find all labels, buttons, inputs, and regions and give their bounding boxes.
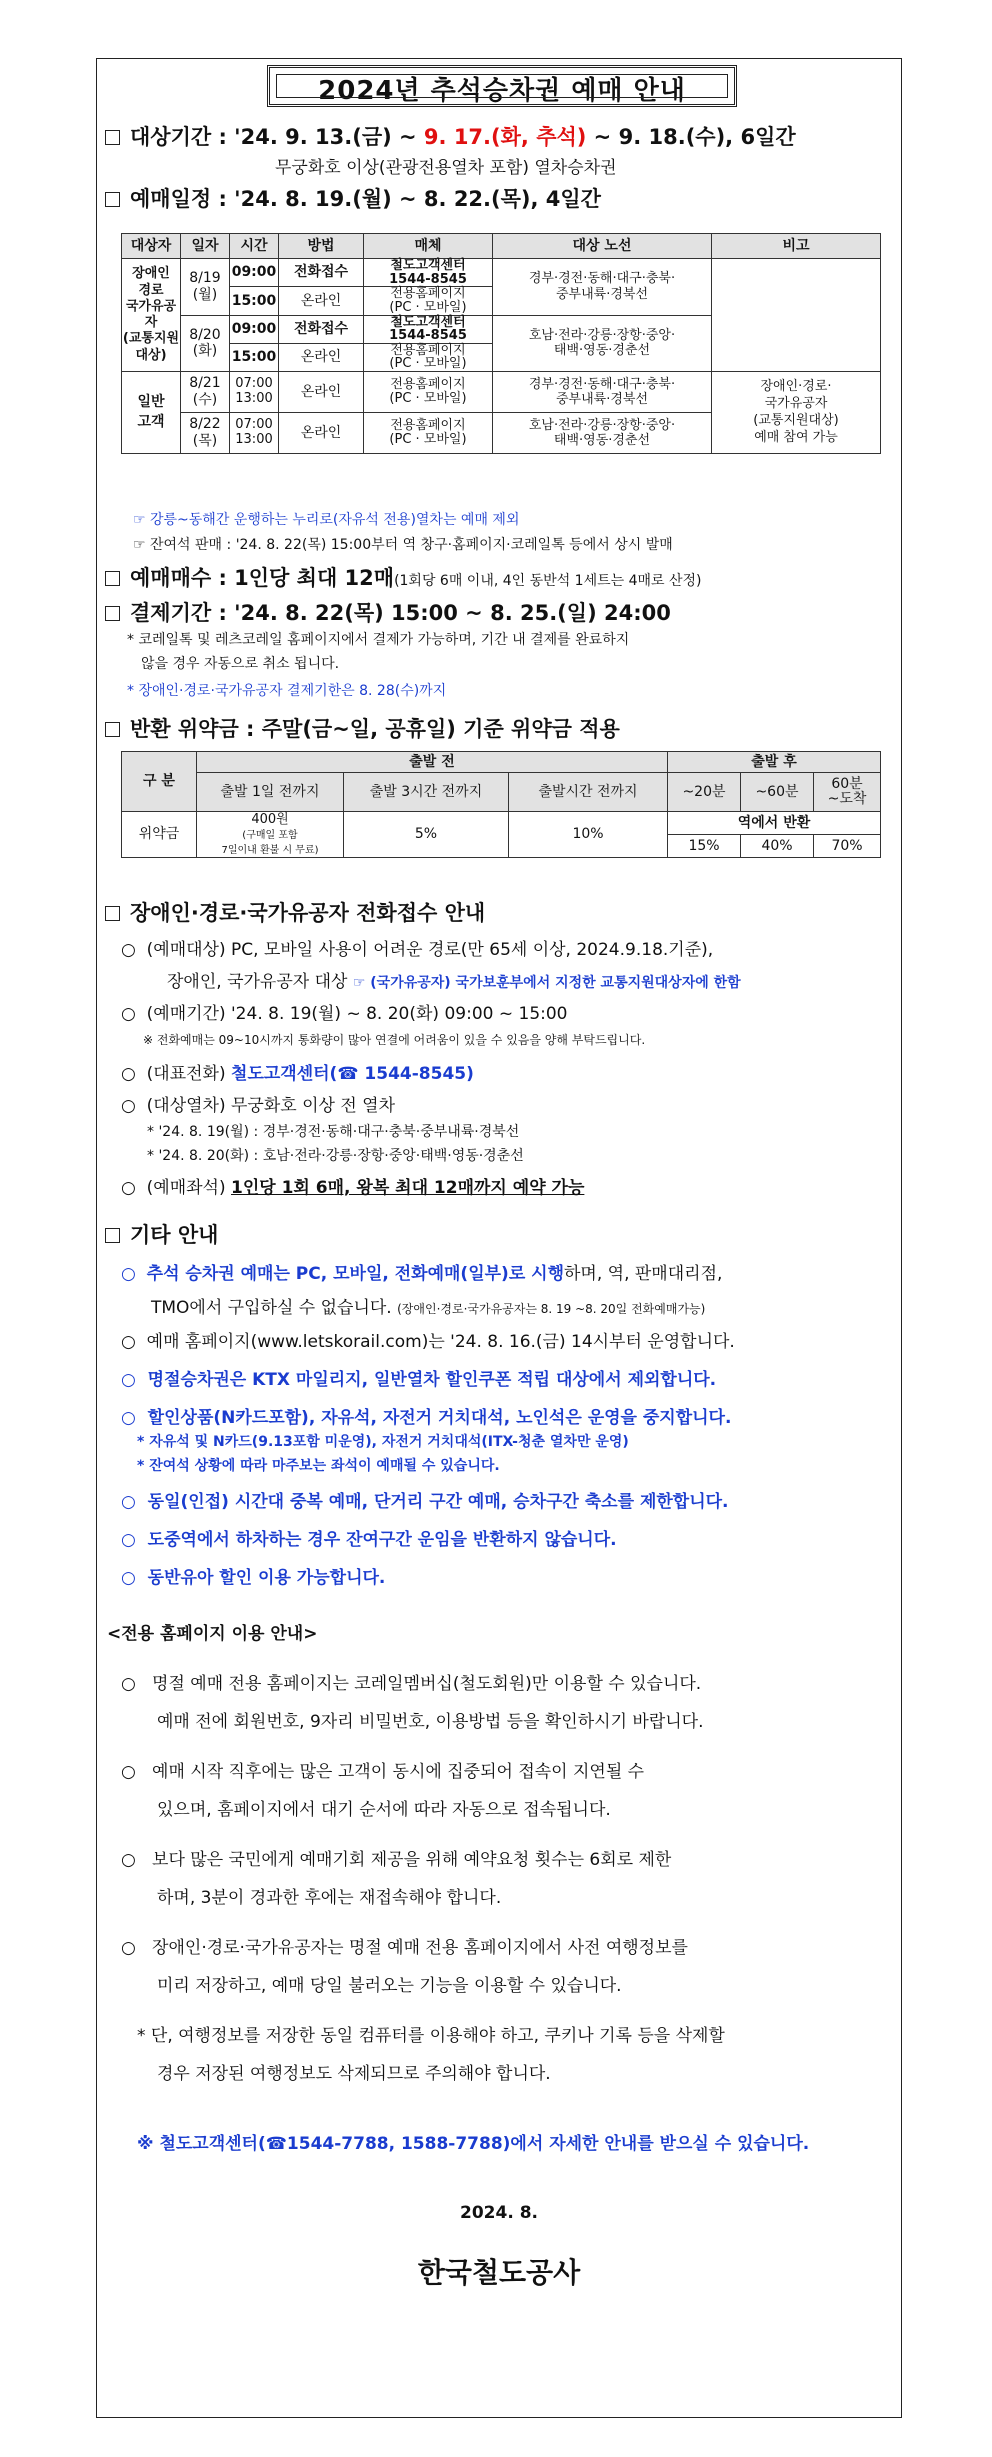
route-1: 경부·경전·동해·대구·충북· 중부내륙·경북선 bbox=[493, 259, 712, 316]
target-period-red: 9. 17.(화, 추석) bbox=[423, 125, 587, 149]
time-g-b-2: 13:00 bbox=[235, 432, 273, 448]
etc-e4b: * 잔여석 상황에 따라 마주보는 좌석이 예매될 수 있습니다. bbox=[137, 1458, 500, 1474]
fee-15pct: 15% bbox=[668, 835, 741, 858]
payment-label: 결제기간 : '24. 8. 22(목) 15:00 ~ 8. 25.(일) 24:00 bbox=[130, 601, 671, 625]
web-w3b: 하며, 3분이 경과한 후에는 재접속해야 합니다. bbox=[157, 1888, 502, 1908]
fee-400-note: (구매일 포함 7일이내 환불 시 무료) bbox=[221, 830, 319, 856]
media-online-2: 전용홈페이지 (PC · 모바일) bbox=[364, 343, 493, 371]
footer-contact: ※ 철도고객센터(☎1544-7788, 1588-7788)에서 자세한 안내를 받으실 수 있습니다. bbox=[137, 2134, 810, 2154]
th-before: 출발 전 bbox=[197, 752, 668, 773]
th-20min: ~20분 bbox=[668, 773, 741, 812]
checkbox-icon bbox=[105, 1228, 120, 1243]
date-2: 8/20 (화) bbox=[181, 315, 230, 372]
phone-p4a: * '24. 8. 19(월) : 경부·경전·동해·대구·충북·중부내륙·경북선 bbox=[147, 1124, 520, 1140]
checkbox-icon bbox=[105, 192, 120, 207]
media-phone-1: 철도고객센터 1544-8545 bbox=[364, 259, 493, 287]
phone-p4b: * '24. 8. 20(화) : 호남·전라·강릉·장항·중앙·태백·영동·경춘선 bbox=[147, 1148, 524, 1164]
etc-e1a: 추석 승차권 예매는 PC, 모바일, 전화예매(일부)로 시행 bbox=[146, 1264, 564, 1284]
th-arrival: 60분 ~도착 bbox=[814, 773, 881, 812]
th-3hours: 출발 3시간 전까지 bbox=[344, 773, 509, 812]
phone-p1a-text: (예매대상) PC, 모바일 사용이 어려운 경로(만 65세 이상, 2024.9.18.기준), bbox=[146, 940, 714, 960]
etc-e1: ○ 추석 승차권 예매는 PC, 모바일, 전화예매(일부)로 시행하며, 역, 판매대리점, bbox=[121, 1264, 723, 1284]
method-online-3: 온라인 bbox=[279, 372, 364, 413]
web-w3a: ○ 보다 많은 국민에게 예매기회 제공을 위해 예약요청 횟수는 6회로 제한 bbox=[121, 1850, 672, 1870]
etc-e5: ○ 동일(인접) 시간대 중복 예매, 단거리 구간 예매, 승차구간 축소를 제한합니다. bbox=[121, 1492, 729, 1512]
th-target: 대상자 bbox=[122, 234, 181, 259]
th-60min: ~60분 bbox=[741, 773, 814, 812]
row-fee-label: 위약금 bbox=[122, 812, 197, 858]
phone-p2n: ※ 전화예매는 09~10시까지 통화량이 많아 연결에 어려움이 있을 수 있음을 양해 부탁드립니다. bbox=[143, 1033, 646, 1047]
title-box bbox=[267, 65, 737, 107]
time-g-a-1: 07:00 bbox=[235, 376, 273, 392]
station-refund: 역에서 반환 bbox=[668, 812, 881, 835]
web-w4a: ○ 장애인·경로·국가유공자는 명절 예매 전용 홈페이지에서 사전 여행정보를 bbox=[121, 1938, 688, 1958]
phone-p1b bbox=[167, 967, 741, 992]
route-4: 호남·전라·강릉·장항·중앙· 태백·영동·경춘선 bbox=[493, 413, 712, 454]
web-w1a: ○ 명절 예매 전용 홈페이지는 코레일멤버십(철도회원)만 이용할 수 있습니다. bbox=[121, 1674, 702, 1694]
etc-e2: ○ 예매 홈페이지(www.letskorail.com)는 '24. 8. 16.(금) 14시부터 운영합니다. bbox=[121, 1332, 735, 1352]
etc-e6-text: 도중역에서 하차하는 경우 잔여구간 운임을 반환하지 않습니다. bbox=[147, 1530, 617, 1550]
web-w3a-text: 보다 많은 국민에게 예매기회 제공을 위해 예약요청 횟수는 6회로 제한 bbox=[152, 1850, 672, 1870]
note-empty bbox=[712, 259, 881, 372]
etc-e7: ○ 동반유아 할인 이용 가능합니다. bbox=[121, 1568, 386, 1588]
etc-e2-text: 예매 홈페이지(www.letskorail.com)는 '24. 8. 16.(금) 14시부터 운영합니다. bbox=[146, 1332, 735, 1352]
web-w2a-text: 예매 시작 직후에는 많은 고객이 동시에 집중되어 접속이 지연될 수 bbox=[152, 1762, 645, 1782]
phone-section bbox=[105, 897, 485, 927]
schedule-label: 예매일정 : bbox=[130, 187, 227, 211]
method-online-4: 온라인 bbox=[279, 413, 364, 454]
phone-p2: ○ (예매기간) '24. 8. 19(월) ~ 8. 20(화) 09:00 ~ 15:00 bbox=[121, 1004, 568, 1024]
etc-e1c: TMO에서 구입하실 수 없습니다. bbox=[151, 1298, 392, 1318]
date-1: 8/19 (월) bbox=[181, 259, 230, 316]
payment-detail-1: * 코레일톡 및 레츠코레일 홈페이지에서 결제가 가능하며, 기간 내 결제를 완료하지 bbox=[127, 632, 630, 648]
fee-70pct: 70% bbox=[814, 835, 881, 858]
etc-e4: ○ 할인상품(N카드포함), 자유석, 자전거 거치대석, 노인석은 운영을 중지합니다. bbox=[121, 1408, 732, 1428]
quantity bbox=[105, 562, 702, 592]
etc-e1-2 bbox=[151, 1293, 705, 1318]
phone-p5b-text: 1인당 1회 6매, 왕복 최대 12매까지 예약 가능 bbox=[231, 1178, 585, 1198]
phone-p1b-text: 장애인, 국가유공자 대상 bbox=[167, 972, 348, 992]
web-w2b: 있으며, 홈페이지에서 대기 순서에 따라 자동으로 접속됩니다. bbox=[157, 1800, 611, 1820]
footer-date: 2024. 8. bbox=[460, 2203, 538, 2223]
method-phone-1: 전화접수 bbox=[279, 259, 364, 287]
refund-label: 반환 위약금 : 주말(금~일, 공휴일) 기준 위약금 적용 bbox=[130, 717, 620, 741]
time-g-b-1: 13:00 bbox=[235, 391, 273, 407]
note-remaining: ☞ 잔여석 판매 : '24. 8. 22(목) 15:00부터 역 창구·홈페이지·코레일톡 등에서 상시 발매 bbox=[133, 537, 673, 553]
etc-e1b: 하며, 역, 판매대리점, bbox=[564, 1264, 723, 1284]
web-w1b: 예매 전에 회원번호, 9자리 비밀번호, 이용방법 등을 확인하시기 바랍니다. bbox=[157, 1712, 704, 1732]
etc-section bbox=[105, 1219, 218, 1249]
fee-40pct: 40% bbox=[741, 835, 814, 858]
etc-e4-text: 할인상품(N카드포함), 자유석, 자전거 거치대석, 노인석은 운영을 중지합니다. bbox=[147, 1408, 732, 1428]
web-w5b: 경우 저장된 여행정보도 삭제되므로 주의해야 합니다. bbox=[157, 2064, 551, 2084]
fee-5pct: 5% bbox=[344, 812, 509, 858]
target-period bbox=[105, 121, 796, 151]
etc-e4a: * 자유석 및 N카드(9.13포함 미운영), 자전거 거치대석(ITX-청춘 열차만 운영) bbox=[137, 1434, 629, 1450]
th-route: 대상 노선 bbox=[493, 234, 712, 259]
refund-table bbox=[121, 751, 881, 858]
date-3: 8/21 (수) bbox=[181, 372, 230, 413]
phone-p2-text: (예매기간) '24. 8. 19(월) ~ 8. 20(화) 09:00 ~ 15:00 bbox=[146, 1004, 568, 1024]
etc-title: 기타 안내 bbox=[130, 1223, 219, 1247]
quantity-label: 예매매수 : 1인당 최대 12매 bbox=[130, 566, 395, 590]
media-online-1: 전용홈페이지 (PC · 모바일) bbox=[364, 287, 493, 315]
method-online-1: 온라인 bbox=[279, 287, 364, 315]
media-online-4: 전용홈페이지 (PC · 모바일) bbox=[364, 413, 493, 454]
phone-p4: ○ (대상열차) 무궁화호 이상 전 열차 bbox=[121, 1096, 396, 1116]
th-time: 시간 bbox=[230, 234, 279, 259]
etc-e7-text: 동반유아 할인 이용 가능합니다. bbox=[147, 1568, 386, 1588]
checkbox-icon bbox=[105, 130, 120, 145]
schedule bbox=[105, 183, 601, 213]
time-phone-2: 09:00 bbox=[230, 315, 279, 343]
web-title: <전용 홈페이지 이용 안내> bbox=[107, 1624, 318, 1644]
payment-detail-2: 않을 경우 자동으로 취소 됩니다. bbox=[141, 656, 340, 672]
etc-e3: ○ 명절승차권은 KTX 마일리지, 일반열차 할인쿠폰 적립 대상에서 제외합니다. bbox=[121, 1370, 717, 1390]
web-w2a: ○ 예매 시작 직후에는 많은 고객이 동시에 집중되어 접속이 지연될 수 bbox=[121, 1762, 645, 1782]
etc-e3-text: 명절승차권은 KTX 마일리지, 일반열차 할인쿠폰 적립 대상에서 제외합니다. bbox=[147, 1370, 717, 1390]
checkbox-icon bbox=[105, 906, 120, 921]
target-sub: 무궁화호 이상(관광전용열차 포함) 열차승차권 bbox=[275, 158, 617, 178]
media-phone-2: 철도고객센터 1544-8545 bbox=[364, 315, 493, 343]
target-period-b: ~ 9. 18.(수), 6일간 bbox=[586, 125, 796, 149]
schedule-text: '24. 8. 19.(월) ~ 8. 22.(목), 4일간 bbox=[234, 187, 601, 211]
footer-org: 한국철도공사 bbox=[417, 2256, 581, 2289]
refund bbox=[105, 713, 620, 743]
target-period-a: '24. 9. 13.(금) ~ bbox=[234, 125, 424, 149]
note-nuriro: ☞ 강릉~동해간 운행하는 누리로(자유석 전용)열차는 예매 제외 bbox=[133, 512, 520, 528]
th-date: 일자 bbox=[181, 234, 230, 259]
phone-p5: ○ (예매좌석) 1인당 1회 6매, 왕복 최대 12매까지 예약 가능 bbox=[121, 1178, 585, 1198]
method-online-2: 온라인 bbox=[279, 343, 364, 371]
phone-p3: ○ (대표전화) 철도고객센터(☎ 1544-8545) bbox=[121, 1064, 474, 1084]
checkbox-icon bbox=[105, 606, 120, 621]
phone-p3a-text: (대표전화) bbox=[146, 1064, 232, 1084]
phone-p3b-text: 철도고객센터(☎ 1544-8545) bbox=[231, 1064, 474, 1084]
th-method: 방법 bbox=[279, 234, 364, 259]
fee-400: 400원 bbox=[251, 812, 289, 828]
web-w4a-text: 장애인·경로·국가유공자는 명절 예매 전용 홈페이지에서 사전 여행정보를 bbox=[152, 1938, 688, 1958]
etc-e1d: (장애인·경로·국가유공자는 8. 19 ~8. 20일 전화예매가능) bbox=[397, 1302, 706, 1316]
target-label: 대상기간 : bbox=[130, 125, 227, 149]
th-category: 구 분 bbox=[122, 752, 197, 812]
th-departure: 출발시간 전까지 bbox=[509, 773, 668, 812]
time-online-1: 15:00 bbox=[230, 287, 279, 315]
th-media: 매체 bbox=[364, 234, 493, 259]
checkbox-icon bbox=[105, 722, 120, 737]
method-phone-2: 전화접수 bbox=[279, 315, 364, 343]
web-w4b: 미리 저장하고, 예매 당일 불러오는 기능을 이용할 수 있습니다. bbox=[157, 1976, 622, 1996]
payment-detail-3: * 장애인·경로·국가유공자 결제기한은 8. 28(수)까지 bbox=[127, 683, 447, 699]
phone-p5a-text: (예매좌석) bbox=[146, 1178, 232, 1198]
media-online-3: 전용홈페이지 (PC · 모바일) bbox=[364, 372, 493, 413]
th-1day: 출발 1일 전까지 bbox=[197, 773, 344, 812]
checkbox-icon bbox=[105, 571, 120, 586]
note-general: 장애인·경로· 국가유공자 (교통지원대상) 예매 참여 가능 bbox=[712, 372, 881, 454]
web-w1a-text: 명절 예매 전용 홈페이지는 코레일멤버십(철도회원)만 이용할 수 있습니다. bbox=[152, 1674, 702, 1694]
schedule-table bbox=[121, 233, 881, 454]
page-title: 2024년 추석승차권 예매 안내 bbox=[318, 76, 686, 106]
th-note: 비고 bbox=[712, 234, 881, 259]
web-w5a: * 단, 여행정보를 저장한 동일 컴퓨터를 이용해야 하고, 쿠키나 기록 등을 삭제할 bbox=[137, 2026, 725, 2046]
etc-e5-text: 동일(인접) 시간대 중복 예매, 단거리 구간 예매, 승차구간 축소를 제한합니다. bbox=[147, 1492, 729, 1512]
phone-p4-text: (대상열차) 무궁화호 이상 전 열차 bbox=[146, 1096, 396, 1116]
quantity-sub: (1회당 6매 이내, 4인 동반석 1세트는 4매로 산정) bbox=[394, 573, 702, 589]
route-3: 경부·경전·동해·대구·충북· 중부내륙·경북선 bbox=[493, 372, 712, 413]
phone-p1c-text: ☞ (국가유공자) 국가보훈부에서 지정한 교통지원대상자에 한함 bbox=[352, 975, 741, 991]
th-after: 출발 후 bbox=[668, 752, 881, 773]
etc-e6: ○ 도중역에서 하차하는 경우 잔여구간 운임을 반환하지 않습니다. bbox=[121, 1530, 617, 1550]
phone-p1a: ○ (예매대상) PC, 모바일 사용이 어려운 경로(만 65세 이상, 2024.9.18.기준), bbox=[121, 940, 714, 960]
date-4: 8/22 (목) bbox=[181, 413, 230, 454]
phone-section-title: 장애인·경로·국가유공자 전화접수 안내 bbox=[130, 901, 486, 925]
time-online-2: 15:00 bbox=[230, 343, 279, 371]
payment bbox=[105, 597, 671, 627]
fee-10pct: 10% bbox=[509, 812, 668, 858]
time-g-a-2: 07:00 bbox=[235, 417, 273, 433]
group-general: 일반 고객 bbox=[122, 372, 181, 454]
group-priority: 장애인 경로 국가유공자 (교통지원대상) bbox=[122, 259, 181, 372]
route-2: 호남·전라·강릉·장항·중앙· 태백·영동·경춘선 bbox=[493, 315, 712, 372]
time-phone-1: 09:00 bbox=[230, 259, 279, 287]
notice-page bbox=[96, 58, 902, 2418]
